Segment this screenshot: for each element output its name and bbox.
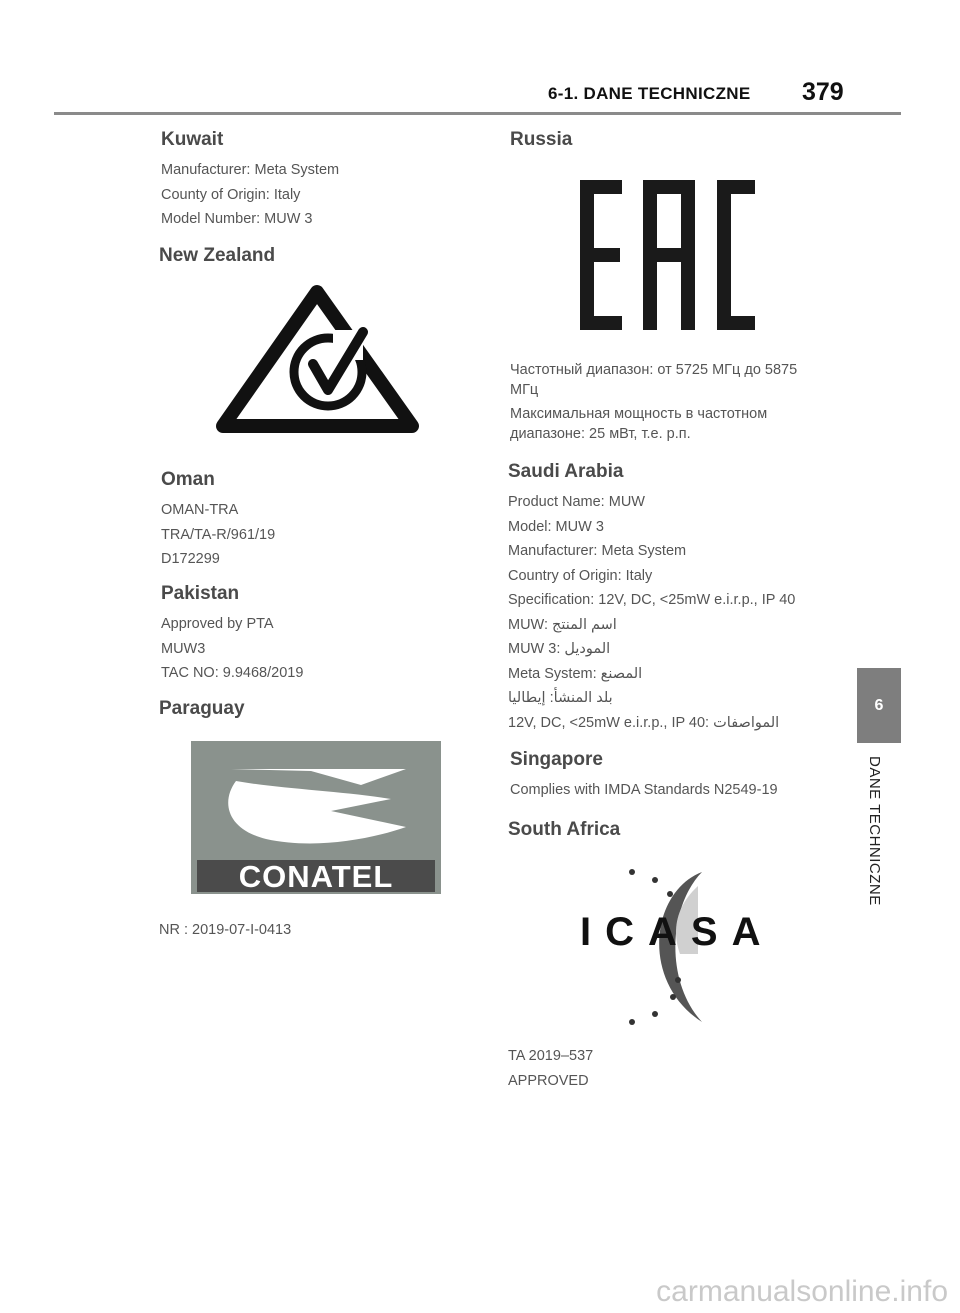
text-line: TRA/TA-R/961/19 xyxy=(161,526,276,543)
text-line: TA 2019–537 xyxy=(508,1048,594,1064)
eac-conformity-logo xyxy=(580,180,755,330)
section-singapore xyxy=(510,749,778,803)
text-line: Частотный диапазон: от 5725 МГц до 5875 МГц xyxy=(510,362,798,398)
text-line: Manufacturer: Meta System xyxy=(508,543,687,559)
text-line: TAC NO: 9.9468/2019 xyxy=(161,665,304,681)
text-line: Specification: 12V, DC, <25mW e.i.r.p., IP 40 xyxy=(508,592,796,608)
text-line: بلد المنشأ: إيطاليا xyxy=(508,690,613,706)
section-title: Kuwait xyxy=(161,129,224,150)
section-kuwait xyxy=(161,129,339,232)
section-title: Russia xyxy=(510,129,573,150)
text-line: Product Name: MUW xyxy=(508,494,645,510)
section-title: Paraguay xyxy=(159,698,245,719)
section-title: Oman xyxy=(161,469,215,490)
text-line: 12V, DC, <25mW e.i.r.p., IP 40: المواصفات xyxy=(508,714,780,731)
russia-details xyxy=(510,360,810,448)
section-title: Saudi Arabia xyxy=(508,461,624,482)
text-line: MUW3 xyxy=(161,640,206,657)
section-oman xyxy=(161,469,275,572)
conatel-emblem-icon xyxy=(191,741,441,859)
section-russia xyxy=(510,129,572,158)
icasa-wordmark: ICASA xyxy=(580,910,775,954)
section-title: Singapore xyxy=(510,749,603,770)
section-new-zealand xyxy=(159,245,275,274)
page-number: 379 xyxy=(802,78,844,106)
text-line: Meta System: المصنع xyxy=(508,665,643,682)
text-line: Model Number: MUW 3 xyxy=(161,211,313,227)
text-line: Approved by PTA xyxy=(161,616,274,632)
section-south-africa xyxy=(508,819,620,848)
text-line: OMAN-TRA xyxy=(161,502,239,518)
watermark-url: carmanualsonline.info xyxy=(656,1275,948,1308)
header-divider xyxy=(54,112,901,115)
conatel-wordmark: CONATEL xyxy=(197,860,435,892)
text-line: Manufacturer: Meta System xyxy=(161,162,340,178)
text-line: Complies with IMDA Standards N2549-19 xyxy=(510,782,778,798)
text-line: APPROVED xyxy=(508,1072,589,1089)
text-line: Country of Origin: Italy xyxy=(508,567,653,584)
south-africa-details xyxy=(508,1044,593,1093)
chapter-tab-label: DANE TECHNICZNE xyxy=(866,756,883,906)
text-line: Максимальная мощность в частотном диапазоне: 25 мВт, т.е. р.п. xyxy=(510,406,768,442)
section-title: Pakistan xyxy=(161,583,240,604)
text-line: MUW 3: الموديل xyxy=(508,641,611,657)
section-pakistan xyxy=(161,583,303,686)
section-title: South Africa xyxy=(508,819,621,840)
icasa-logo xyxy=(580,862,780,1032)
section-title: New Zealand xyxy=(159,245,276,266)
section-saudi-arabia xyxy=(508,461,795,735)
conatel-logo xyxy=(191,741,441,894)
chapter-tab[interactable]: 6 xyxy=(857,668,901,743)
text-line: D172299 xyxy=(161,551,220,567)
chapter-title: 6-1. DANE TECHNICZNE xyxy=(548,84,751,103)
text-line: MUW: اسم المنتج xyxy=(508,616,617,633)
section-paraguay xyxy=(159,698,245,727)
text-line: County of Origin: Italy xyxy=(161,186,301,203)
rcm-compliance-logo xyxy=(215,284,420,436)
paraguay-registration: NR : 2019-07-I-0413 xyxy=(159,922,292,938)
text-line: Model: MUW 3 xyxy=(508,518,604,535)
